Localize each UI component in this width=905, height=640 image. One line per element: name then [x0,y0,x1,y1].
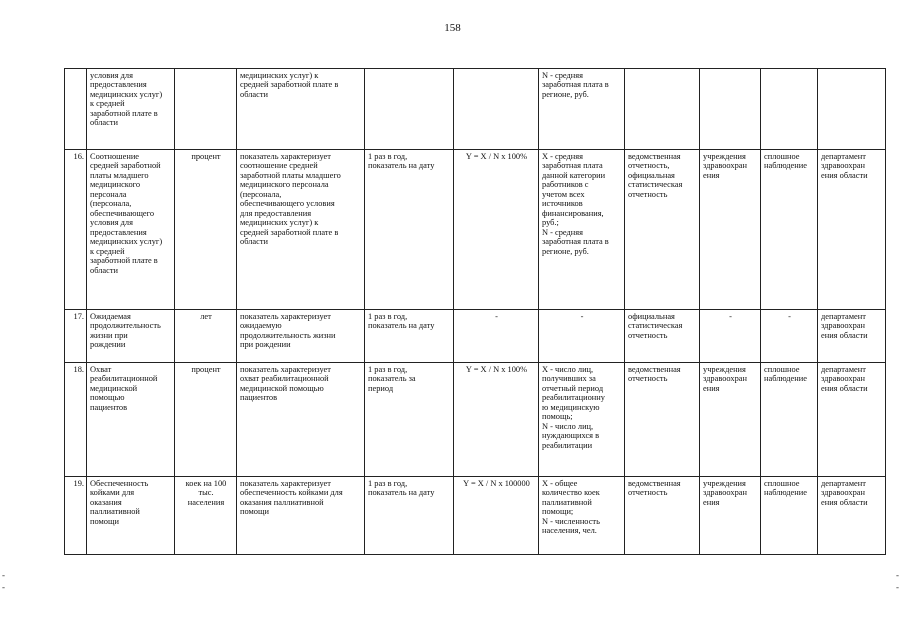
responsible-body: департамент здравоохран ения области [821,152,868,180]
indicator-definition: показатель характеризует охват реабилитационной медицинской помощью пациентов [240,365,331,403]
periodicity: 1 раз в год, показатель на дату [368,152,435,171]
unit-of-measure: процент [191,152,221,161]
unit-of-measure: коек на 100 тыс. населения [185,479,227,507]
table-row [65,477,886,555]
scan-edge-mark-left: - [2,582,5,592]
responsible-body: департамент здравоохран ения области [821,365,868,393]
scan-edge-mark-right: - [896,570,899,580]
periodicity: 1 раз в год, показатель на дату [368,312,435,331]
formula: Y = X / N x 100000 [463,479,530,488]
data-source: официальная статистическая отчетность [628,312,683,340]
formula-variables: X - общее количество коек паллиативной помощи; N - численность населения, чел. [542,479,600,536]
observation-units: - [729,312,732,321]
indicator-name: условия для предоставления медицинских услуг) к средней заработной плате в области [90,71,163,128]
indicator-name: Обеспеченность койками для оказания паллиативной помощи [90,479,149,526]
data-source: ведомственная отчетность, официальная статистическая отчетность [628,152,683,199]
responsible-body: департамент здравоохран ения области [821,479,868,507]
indicator-definition: показатель характеризует обеспеченность койками для оказания паллиативной помощи [240,479,343,517]
collection-method: сплошное наблюдение [764,479,807,498]
observation-units: учреждения здравоохран ения [703,479,747,507]
indicator-definition: медицинских услуг) к средней заработной плате в области [240,71,339,99]
indicator-name: Соотношение средней заработной платы младшего медицинского персонала (персонала, обеспечивающего условия для предоставления медицинских услуг) к средней заработной плате в области [90,152,163,275]
table-row [65,69,886,150]
table-row [65,363,886,477]
unit-of-measure: процент [191,365,221,374]
table-row [65,310,886,363]
formula-variables: - [580,312,584,321]
formula-variables: N - средняя заработная плата в регионе, руб. [542,71,609,99]
formula: Y = X / N x 100% [465,365,528,374]
periodicity: 1 раз в год, показатель за период [368,365,416,393]
row-number: 19. [65,477,87,555]
data-source: ведомственная отчетность [628,479,681,498]
data-source: ведомственная отчетность [628,365,681,384]
unit-of-measure: лет [200,312,212,321]
row-number: 17. [65,310,87,363]
indicators-table [64,68,886,555]
formula: Y = X / N x 100% [465,152,528,161]
observation-units: учреждения здравоохран ения [703,152,747,180]
scan-edge-mark-left: - [2,570,5,580]
page-number: 158 [444,22,461,34]
responsible-body: департамент здравоохран ения области [821,312,868,340]
indicator-name: Ожидаемая продолжительность жизни при рождении [90,312,161,350]
scan-edge-mark-right: - [896,582,899,592]
collection-method: - [788,312,791,321]
indicator-name: Охват реабилитационной медицинской помощью пациентов [90,365,158,412]
indicator-definition: показатель характеризует соотношение средней заработной платы младшего медицинского персонала (персонала, обеспечивающего условия для предоставления медицинских услуг) к средней заработной плате в области [240,152,341,247]
formula-variables: X - средняя заработная плата данной категории работников с учетом всех источников финансирования, руб.; N - средняя заработная плата в регионе, руб. [542,152,609,256]
observation-units: учреждения здравоохран ения [703,365,747,393]
row-number: 18. [65,363,87,477]
row-number [65,69,87,150]
collection-method: сплошное наблюдение [764,152,807,171]
indicator-definition: показатель характеризует ожидаемую продолжительность жизни при рождении [240,312,336,350]
row-number: 16. [65,150,87,310]
periodicity: 1 раз в год, показатель на дату [368,479,435,498]
collection-method: сплошное наблюдение [764,365,807,384]
formula-variables: X - число лиц, получивших за отчетный период реабилитационну ю медицинскую помощь; N - число лиц, нуждающихся в реабилитации [542,365,605,450]
formula: - [495,312,498,321]
table-row [65,150,886,310]
